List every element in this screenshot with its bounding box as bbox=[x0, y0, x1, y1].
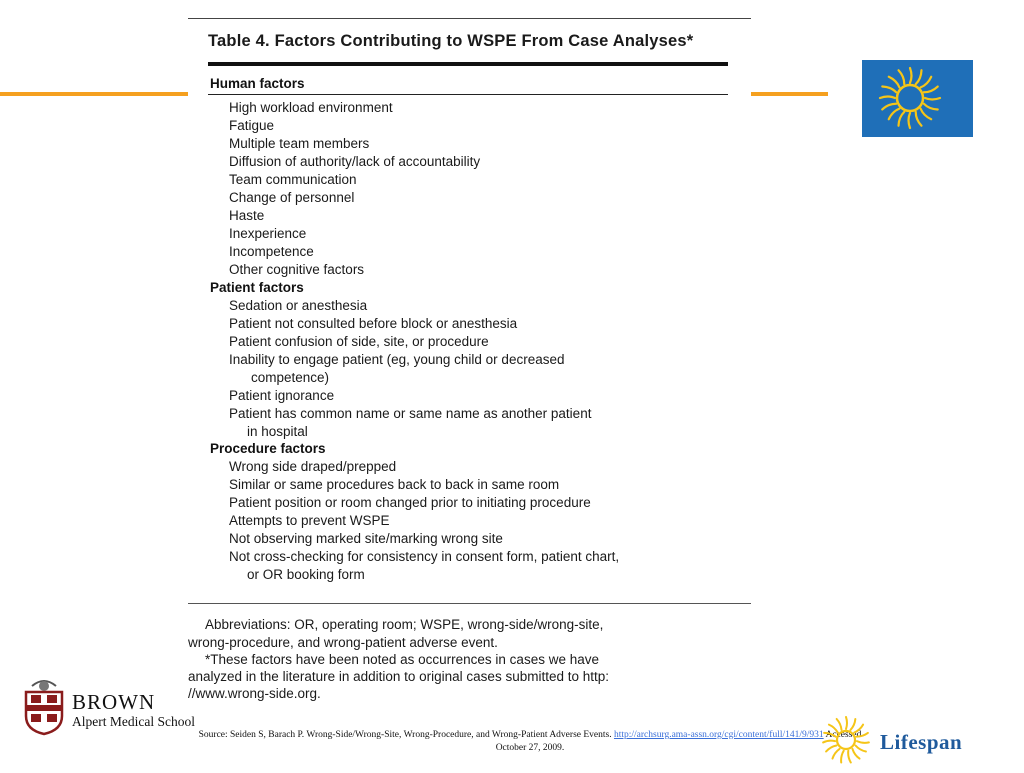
footnote-line: Abbreviations: OR, operating room; WSPE, wrong-side/wrong-site, bbox=[205, 617, 604, 632]
footnote-line: wrong-procedure, and wrong-patient adverse event. bbox=[188, 635, 498, 650]
section-heading-human-factors: Human factors bbox=[210, 76, 305, 91]
footnote-line: analyzed in the literature in addition to original cases submitted to http: bbox=[188, 669, 609, 684]
list-item-continuation: or OR booking form bbox=[247, 567, 365, 582]
title-rule bbox=[208, 62, 728, 66]
alpert-medical-school-label: Alpert Medical School bbox=[72, 714, 195, 729]
list-item: Not cross-checking for consistency in consent form, patient chart, bbox=[229, 549, 620, 564]
list-item: Wrong side draped/prepped bbox=[229, 459, 397, 474]
list-item: Diffusion of authority/lack of accountability bbox=[229, 154, 481, 169]
list-item: Patient confusion of side, site, or procedure bbox=[229, 334, 489, 349]
list-item: Similar or same procedures back to back in same room bbox=[229, 477, 560, 492]
list-item: Other cognitive factors bbox=[229, 262, 365, 277]
brown-shield-logo bbox=[22, 676, 66, 736]
source-text: Source: Seiden S, Barach P. Wrong-Side/Wrong-Site, Wrong-Procedure, and Wrong-Patient Adverse Events. bbox=[198, 730, 614, 740]
section-heading-procedure-factors: Procedure factors bbox=[210, 441, 326, 456]
list-item-continuation: in hospital bbox=[247, 424, 308, 439]
list-item: Change of personnel bbox=[229, 190, 355, 205]
table-top-rule bbox=[188, 18, 751, 19]
brown-wordmark: BROWN bbox=[72, 690, 156, 714]
sun-icon bbox=[862, 60, 973, 137]
source-citation bbox=[120, 729, 940, 755]
section-heading-patient-factors: Patient factors bbox=[210, 280, 304, 295]
list-item: Haste bbox=[229, 208, 265, 223]
list-item: Sedation or anesthesia bbox=[229, 298, 368, 313]
list-item: Inability to engage patient (eg, young child or decreased bbox=[229, 352, 565, 367]
list-item: Attempts to prevent WSPE bbox=[229, 513, 390, 528]
list-item: Team communication bbox=[229, 172, 357, 187]
list-item: Inexperience bbox=[229, 226, 307, 241]
list-item: Multiple team members bbox=[229, 136, 370, 151]
shield-icon bbox=[22, 676, 66, 736]
list-item: Patient has common name or same name as another patient bbox=[229, 406, 592, 421]
lifespan-sun-logo bbox=[862, 60, 973, 137]
lifespan-wordmark: Lifespan bbox=[880, 730, 963, 754]
list-item: Incompetence bbox=[229, 244, 314, 259]
list-item: Patient position or room changed prior to initiating procedure bbox=[229, 495, 591, 510]
lifespan-logo-sun bbox=[818, 712, 874, 768]
left-accent-bar bbox=[0, 92, 188, 96]
list-item: High workload environment bbox=[229, 100, 393, 115]
list-item: Patient ignorance bbox=[229, 388, 335, 403]
list-item-continuation: competence) bbox=[251, 370, 330, 385]
list-item: Patient not consulted before block or anesthesia bbox=[229, 316, 518, 331]
source-date: October 27, 2009. bbox=[495, 743, 565, 753]
table-bottom-rule bbox=[188, 603, 751, 604]
sun-icon bbox=[818, 712, 874, 768]
list-item: Fatigue bbox=[229, 118, 275, 133]
footnote-line: //www.wrong-side.org. bbox=[188, 686, 321, 701]
right-accent-bar bbox=[751, 92, 828, 96]
section-rule bbox=[208, 94, 728, 95]
table-title: Table 4. Factors Contributing to WSPE From Case Analyses* bbox=[208, 32, 694, 50]
list-item: Not observing marked site/marking wrong site bbox=[229, 531, 503, 546]
source-accessed: Accessed bbox=[823, 730, 862, 740]
source-link[interactable]: http://archsurg.ama-assn.org/cgi/content/full/141/9/931 bbox=[613, 730, 824, 740]
footnote-line: *These factors have been noted as occurrences in cases we have bbox=[205, 652, 599, 667]
